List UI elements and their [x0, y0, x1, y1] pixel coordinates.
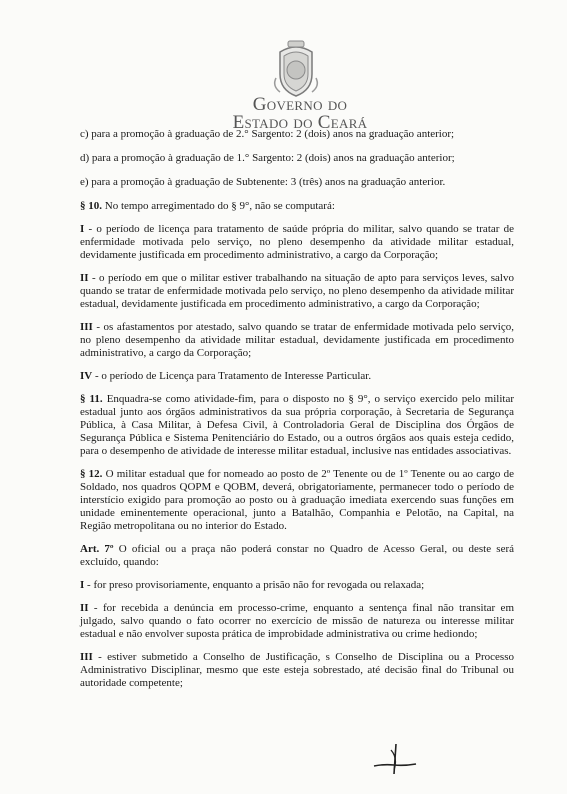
paragraph [80, 152, 514, 165]
paragraph [80, 176, 514, 189]
paragraph [80, 321, 514, 360]
paragraph-lead: Art. 7º [80, 543, 114, 555]
paragraph-text: - estiver submetido a Conselho de Justificação, s Conselho de Disciplina ou a Processo Administrativo Disciplinar, mesmo que este esteja sobrestado, até decisão final do Tribunal ou autoridade competente; [80, 651, 514, 689]
paragraph-text: d) para a promoção à graduação de 1.° Sargento: 2 (dois) anos na graduação anterior; [80, 152, 455, 164]
state-coat-of-arms-icon [270, 40, 322, 98]
paragraph-text: - o período de Licença para Tratamento de Interesse Particular. [92, 370, 372, 382]
paragraph [80, 579, 514, 592]
paragraph [80, 651, 514, 690]
paragraph [80, 272, 514, 311]
paragraph [80, 543, 514, 569]
paragraph [80, 223, 514, 262]
header-line-1: Governo do [252, 94, 348, 115]
paragraph [80, 370, 514, 383]
paragraph-text: O militar estadual que for nomeado ao posto de 2º Tenente ou de 1º Tenente ou ao cargo de Soldado, nos quadros QOPM e QOBM, deverá, obrigatoriamente, permanecer todo o período de interstício exigido para promoção ao posto ou à graduação imediata exercendo suas funções em unidade eminentemente operacional, junto a Batalhão, Companhia e Pelotão, na Capital, na Região metropolitana ou no interior do Estado. [80, 468, 514, 532]
paragraph-text: O oficial ou a praça não poderá constar no Quadro de Acesso Geral, ou deste será excluído, quando: [80, 543, 514, 568]
paragraph-lead: III [80, 651, 93, 663]
paragraph [80, 602, 514, 641]
paragraph-text: - for recebida a denúncia em processo-crime, enquanto a sentença final não transitar em julgado, salvo quando o fato ocorrer no exercício de missão de natureza ou interesse militar estadual e não envolver suposta prática de improbidade administrativa ou crime hediondo; [80, 602, 514, 640]
paragraph [80, 468, 514, 533]
paragraph-lead: III [80, 321, 93, 333]
paragraph-lead: § 11. [80, 393, 103, 405]
header-line-2: Estado do Ceará [232, 112, 368, 133]
paragraph-text: No tempo arregimentado do § 9°, não se computará: [102, 200, 335, 212]
paragraph [80, 200, 514, 213]
document-body [80, 128, 514, 700]
paragraph-lead: § 12. [80, 468, 103, 480]
paragraph-text: Enquadra-se como atividade-fim, para o disposto no § 9°, o serviço exercido pelo militar estadual junto aos órgãos administrativos da sua própria corporação, à Secretaria de Segurança Pública, à Casa Militar, à Defesa Civil, à Controladoria Geral de Disciplina dos Órgãos de Segurança Pública e Sistema Penitenciário do Estado, ou a outros órgãos aos quais esteja cedido, para o desempenho de atividade de interesse militar estadual, inclusive nas entidades associativas. [80, 393, 514, 457]
paragraph-text: - o período de licença para tratamento de saúde própria do militar, salvo quando se tratar de enfermidade motivada pelo serviço, no pleno desempenho da atividade militar estadual, devidamente justificada em procedimento administrativo, a cargo da Corporação; [80, 223, 514, 261]
paragraph-text: - o período em que o militar estiver trabalhando na situação de apto para serviços leves, salvo quando se tratar de enfermidade motivada pelo serviço, no pleno desempenho da atividade militar estadual, devidamente justificada em procedimento administrativo, a cargo da Corporação; [80, 272, 514, 310]
paragraph-lead: I [80, 579, 85, 591]
paragraph-text: - for preso provisoriamente, enquanto a prisão não for revogada ou relaxada; [84, 579, 425, 591]
handwritten-initial-icon [372, 740, 418, 778]
paragraph-text: c) para a promoção à graduação de 2.° Sargento: 2 (dois) anos na graduação anterior; [80, 128, 455, 140]
paragraph-text: - os afastamentos por atestado, salvo quando se tratar de enfermidade motivada pelo serviço, no pleno desempenho da atividade militar estadual, devidamente justificada em procedimento administrativo, a cargo da Corporação; [80, 321, 514, 359]
paragraph-lead: § 10. [80, 200, 102, 212]
paragraph-text: e) para a promoção à graduação de Subtenente: 3 (três) anos na graduação anterior. [80, 176, 446, 188]
paragraph-lead: II [80, 602, 89, 614]
paragraph [80, 393, 514, 458]
paragraph-lead: II [80, 272, 89, 284]
paragraph [80, 128, 514, 141]
paragraph-lead: IV [80, 370, 93, 382]
paragraph-lead: I [80, 223, 85, 235]
